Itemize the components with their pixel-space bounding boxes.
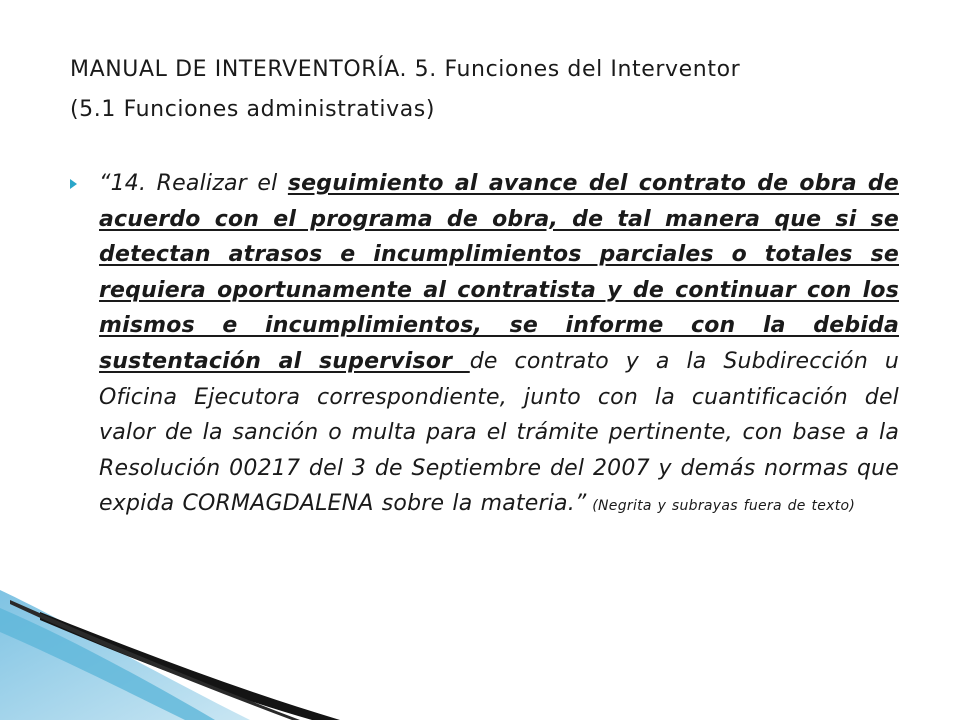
quote-lead: “14. Realizar el (99, 171, 288, 196)
decorative-swoosh (0, 590, 340, 720)
quote-note: (Negrita y subrayas fuera de texto) (586, 498, 856, 515)
title-line-2: (5.1 Funciones administrativas) (70, 97, 436, 122)
bullet-quote (99, 166, 899, 525)
quote-emphasis: seguimiento al avance del contrato de obra de acuerdo con el programa de obra, de tal manera que si se detectan atrasos e incumplimientos parciales o totales se requiera oportunamente al contratista y de continuar con los mismos e incumplimientos, se informe con la debida sustentación al supervisor (99, 171, 899, 374)
title-line-1: MANUAL DE INTERVENTORÍA. 5. Funciones del Interventor (70, 57, 741, 82)
quote-rest: de contrato y a la Subdirección u Oficina Ejecutora correspondiente, junto con la cuantificación del valor de la sanción o multa para el trámite pertinente, con base a la Resolución 00217 del 3 de Septiembre del 2007 y demás normas que expida CORMAGDALENA sobre la materia.” (99, 348, 899, 517)
bullet-arrow-icon (70, 179, 77, 189)
bullet-item (70, 166, 910, 525)
slide-title (70, 50, 910, 130)
